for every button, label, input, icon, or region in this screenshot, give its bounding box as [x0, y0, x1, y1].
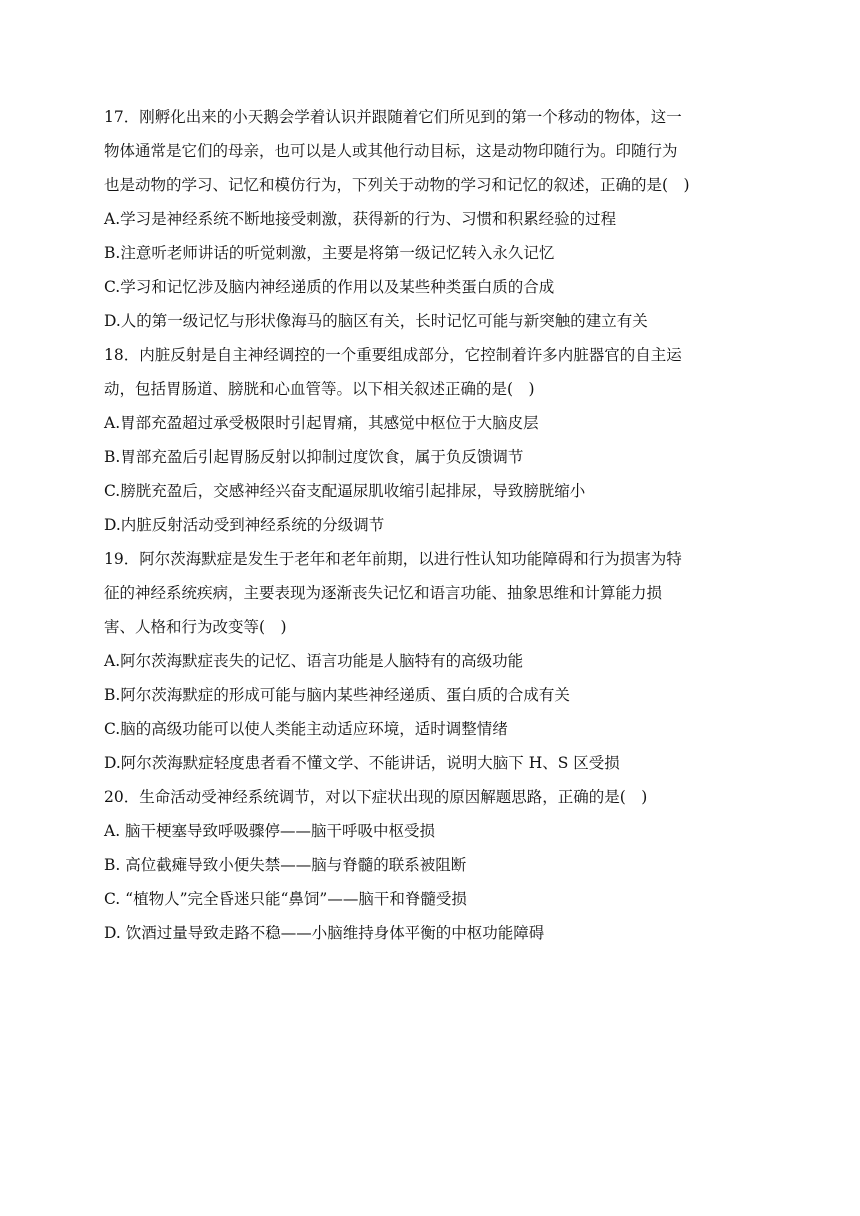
question-20 [104, 780, 764, 950]
option-a: A.学习是神经系统不断地接受刺激，获得新的行为、习惯和积累经验的过程 [104, 210, 617, 228]
option-b: B. 高位截瘫导致小便失禁——脑与脊髓的联系被阻断 [104, 856, 467, 874]
question-stem-line: 18．内脏反射是自主神经调控的一个重要组成部分，它控制着许多内脏器官的自主运 [104, 346, 682, 364]
option-d: D. 饮酒过量导致走路不稳——小脑维持身体平衡的中枢功能障碍 [104, 924, 545, 942]
question-stem-line: 也是动物的学习、记忆和模仿行为，下列关于动物的学习和记忆的叙述，正确的是( ) [104, 176, 690, 194]
option-c: C.脑的高级功能可以使人类能主动适应环境，适时调整情绪 [104, 720, 508, 738]
question-stem-line: 20．生命活动受神经系统调节，对以下症状出现的原因解题思路，正确的是( ) [104, 788, 648, 806]
question-19 [104, 542, 764, 780]
option-a: A.阿尔茨海默症丧失的记忆、语言功能是人脑特有的高级功能 [104, 652, 524, 670]
question-stem-line: 19．阿尔茨海默症是发生于老年和老年前期，以进行性认知功能障碍和行为损害为特 [104, 550, 682, 568]
option-a: A.胃部充盈超过承受极限时引起胃痛，其感觉中枢位于大脑皮层 [104, 414, 539, 432]
option-c: C. “植物人”完全昏迷只能“鼻饲”——脑干和脊髓受损 [104, 890, 467, 908]
option-d: D.阿尔茨海默症轻度患者看不懂文学、不能讲话，说明大脑下 H、S 区受损 [104, 754, 620, 772]
question-stem-line: 物体通常是它们的母亲，也可以是人或其他行动目标，这是动物印随行为。印随行为 [104, 142, 678, 160]
option-d: D.人的第一级记忆与形状像海马的脑区有关，长时记忆可能与新突触的建立有关 [104, 312, 648, 330]
option-c: C.膀胱充盈后，交感神经兴奋支配逼尿肌收缩引起排尿，导致膀胱缩小 [104, 482, 586, 500]
question-list [104, 100, 764, 950]
option-d: D.内脏反射活动受到神经系统的分级调节 [104, 516, 385, 534]
question-stem-line: 动，包括胃肠道、膀胱和心血管等。以下相关叙述正确的是( ) [104, 380, 535, 398]
option-b: B.胃部充盈后引起胃肠反射以抑制过度饮食，属于负反馈调节 [104, 448, 524, 466]
question-stem-line: 害、人格和行为改变等( ) [104, 618, 287, 636]
option-b: B.注意听老师讲话的听觉刺激，主要是将第一级记忆转入永久记忆 [104, 244, 555, 262]
question-stem-line: 17．刚孵化出来的小天鹅会学着认识并跟随着它们所见到的第一个移动的物体，这一 [104, 108, 682, 126]
option-b: B.阿尔茨海默症的形成可能与脑内某些神经递质、蛋白质的合成有关 [104, 686, 570, 704]
question-17 [104, 100, 764, 338]
option-c: C.学习和记忆涉及脑内神经递质的作用以及某些种类蛋白质的合成 [104, 278, 555, 296]
question-stem-line: 征的神经系统疾病，主要表现为逐渐丧失记忆和语言功能、抽象思维和计算能力损 [104, 584, 663, 602]
question-18 [104, 338, 764, 542]
option-a: A. 脑干梗塞导致呼吸骤停——脑干呼吸中枢受损 [104, 822, 436, 840]
